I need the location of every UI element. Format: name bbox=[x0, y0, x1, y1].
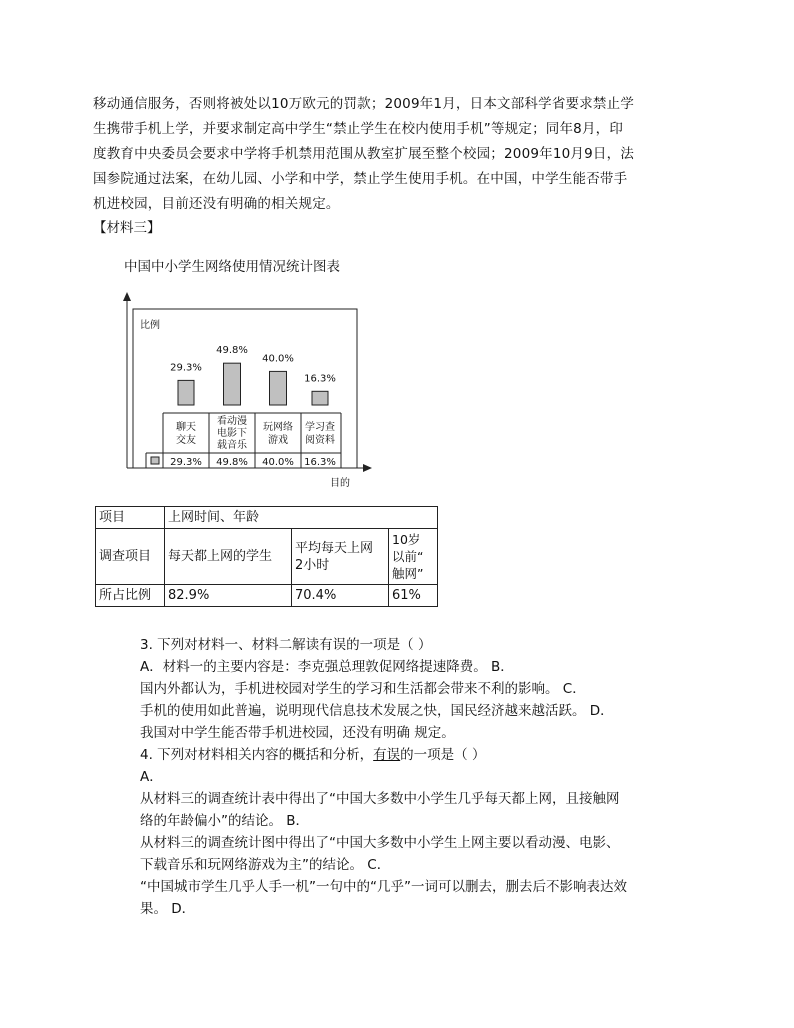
table-cell: 82.9% bbox=[165, 585, 292, 607]
question-stem bbox=[140, 744, 700, 766]
option-line: 国内外都认为，手机进校园对学生的学习和生活都会带来不利的影响。 C． bbox=[140, 681, 586, 697]
intro-line: 机进校园，目前还没有明确的相关规定。 bbox=[93, 196, 340, 212]
table-cell: 每天都上网的学生 bbox=[165, 529, 292, 585]
option-line: 下载音乐和玩网络游戏为主”的结论。 C． bbox=[140, 857, 391, 873]
stem-text: 的一项是（ ） bbox=[400, 747, 486, 763]
cell-line: 2小时 bbox=[295, 557, 330, 573]
table-cell: 上网时间、年龄 bbox=[165, 507, 438, 529]
table-row bbox=[96, 507, 438, 529]
material-three-label: 【材料三】 bbox=[93, 220, 161, 236]
bar bbox=[178, 380, 194, 405]
data-table-value: 49.8% bbox=[216, 457, 248, 468]
data-table-value: 29.3% bbox=[170, 457, 202, 468]
bar bbox=[312, 391, 328, 405]
x-axis-arrow bbox=[363, 464, 372, 472]
category-label: 载音乐 bbox=[217, 440, 247, 451]
survey-table bbox=[95, 506, 438, 607]
option-line: “中国城市学生几乎人手一机”一句中的“几乎”一词可以删去，删去后不影响表达效 bbox=[140, 879, 627, 895]
category-label: 学习查 bbox=[305, 422, 335, 433]
option-line: 从材料三的调查统计表中得出了“中国大多数中小学生几乎每天都上网，且接触网 bbox=[140, 791, 620, 807]
intro-line: 移动通信服务，否则将被处以10万欧元的罚款；2009年1月，日本文部科学省要求禁止学 bbox=[93, 96, 635, 112]
cell-line: 触网” bbox=[392, 566, 424, 581]
legend-swatch bbox=[151, 457, 159, 464]
y-axis-label: 比例 bbox=[140, 320, 160, 331]
option-line: 果。 D． bbox=[140, 901, 196, 917]
table-cell: 项目 bbox=[96, 507, 165, 529]
question-stem: 3. 下列对材料一、材料二解读有误的一项是（ ） bbox=[140, 637, 432, 653]
x-axis-label: 目的 bbox=[330, 478, 350, 489]
y-axis-arrow bbox=[123, 292, 131, 301]
category-label: 看动漫 bbox=[217, 416, 247, 427]
option-line: 我国对中学生能否带手机进校园，还没有明确 规定。 bbox=[140, 725, 455, 741]
table-cell: 所占比例 bbox=[96, 585, 165, 607]
stem-text: 4. 下列对材料相关内容的概括和分析， bbox=[140, 747, 374, 763]
table-cell bbox=[292, 529, 389, 585]
option-line: 络的年龄偏小”的结论。 B． bbox=[140, 813, 310, 829]
cell-line: 平均每天上网 bbox=[295, 540, 374, 556]
table-row bbox=[96, 529, 438, 585]
category-label: 阅资料 bbox=[305, 435, 335, 446]
chart-title: 中国中小学生网络使用情况统计图表 bbox=[124, 259, 340, 275]
table-cell bbox=[389, 529, 438, 585]
bar bbox=[270, 371, 287, 405]
category-label: 交友 bbox=[176, 435, 196, 446]
bar-value-label: 29.3% bbox=[170, 362, 202, 374]
cell-line: 10岁 bbox=[392, 532, 421, 547]
bar bbox=[224, 363, 241, 405]
category-label: 游戏 bbox=[268, 435, 288, 446]
category-label: 玩网络 bbox=[263, 422, 293, 433]
bar-chart bbox=[0, 0, 794, 500]
data-table-value: 16.3% bbox=[304, 457, 336, 468]
option-line: 手机的使用如此普遍，说明现代信息技术发展之快，国民经济越来越活跃。 D． bbox=[140, 703, 614, 719]
stem-underlined-text: 有误 bbox=[373, 747, 401, 763]
option-line: A． bbox=[140, 769, 163, 785]
bar-value-label: 49.8% bbox=[216, 345, 248, 357]
table-cell: 61% bbox=[389, 585, 438, 607]
bar-value-label: 16.3% bbox=[304, 373, 336, 385]
intro-line: 国参院通过法案，在幼儿园、小学和中学，禁止学生使用手机。在中国，中学生能否带手 bbox=[93, 171, 628, 187]
category-label: 聊天 bbox=[176, 422, 196, 433]
category-label: 电影下 bbox=[217, 428, 247, 439]
cell-line: 以前“ bbox=[392, 549, 424, 564]
intro-line: 生携带手机上学，并要求制定高中学生“禁止学生在校内使用手机”等规定；同年8月，印 bbox=[93, 121, 624, 137]
table-cell: 调查项目 bbox=[96, 529, 165, 585]
data-table-value: 40.0% bbox=[262, 457, 294, 468]
option-line: 从材料三的调查统计图中得出了“中国大多数中小学生上网主要以看动漫、电影、 bbox=[140, 835, 620, 851]
question-3 bbox=[140, 634, 700, 744]
option-line: A．材料一的主要内容是：李克强总理敦促网络提速降费。 B． bbox=[140, 659, 514, 675]
bar-value-label: 40.0% bbox=[262, 353, 294, 365]
table-cell: 70.4% bbox=[292, 585, 389, 607]
question-4 bbox=[140, 744, 700, 920]
intro-line: 度教育中央委员会要求中学将手机禁用范围从教室扩展至整个校园；2009年10月9日，法 bbox=[93, 146, 635, 162]
table-row bbox=[96, 585, 438, 607]
